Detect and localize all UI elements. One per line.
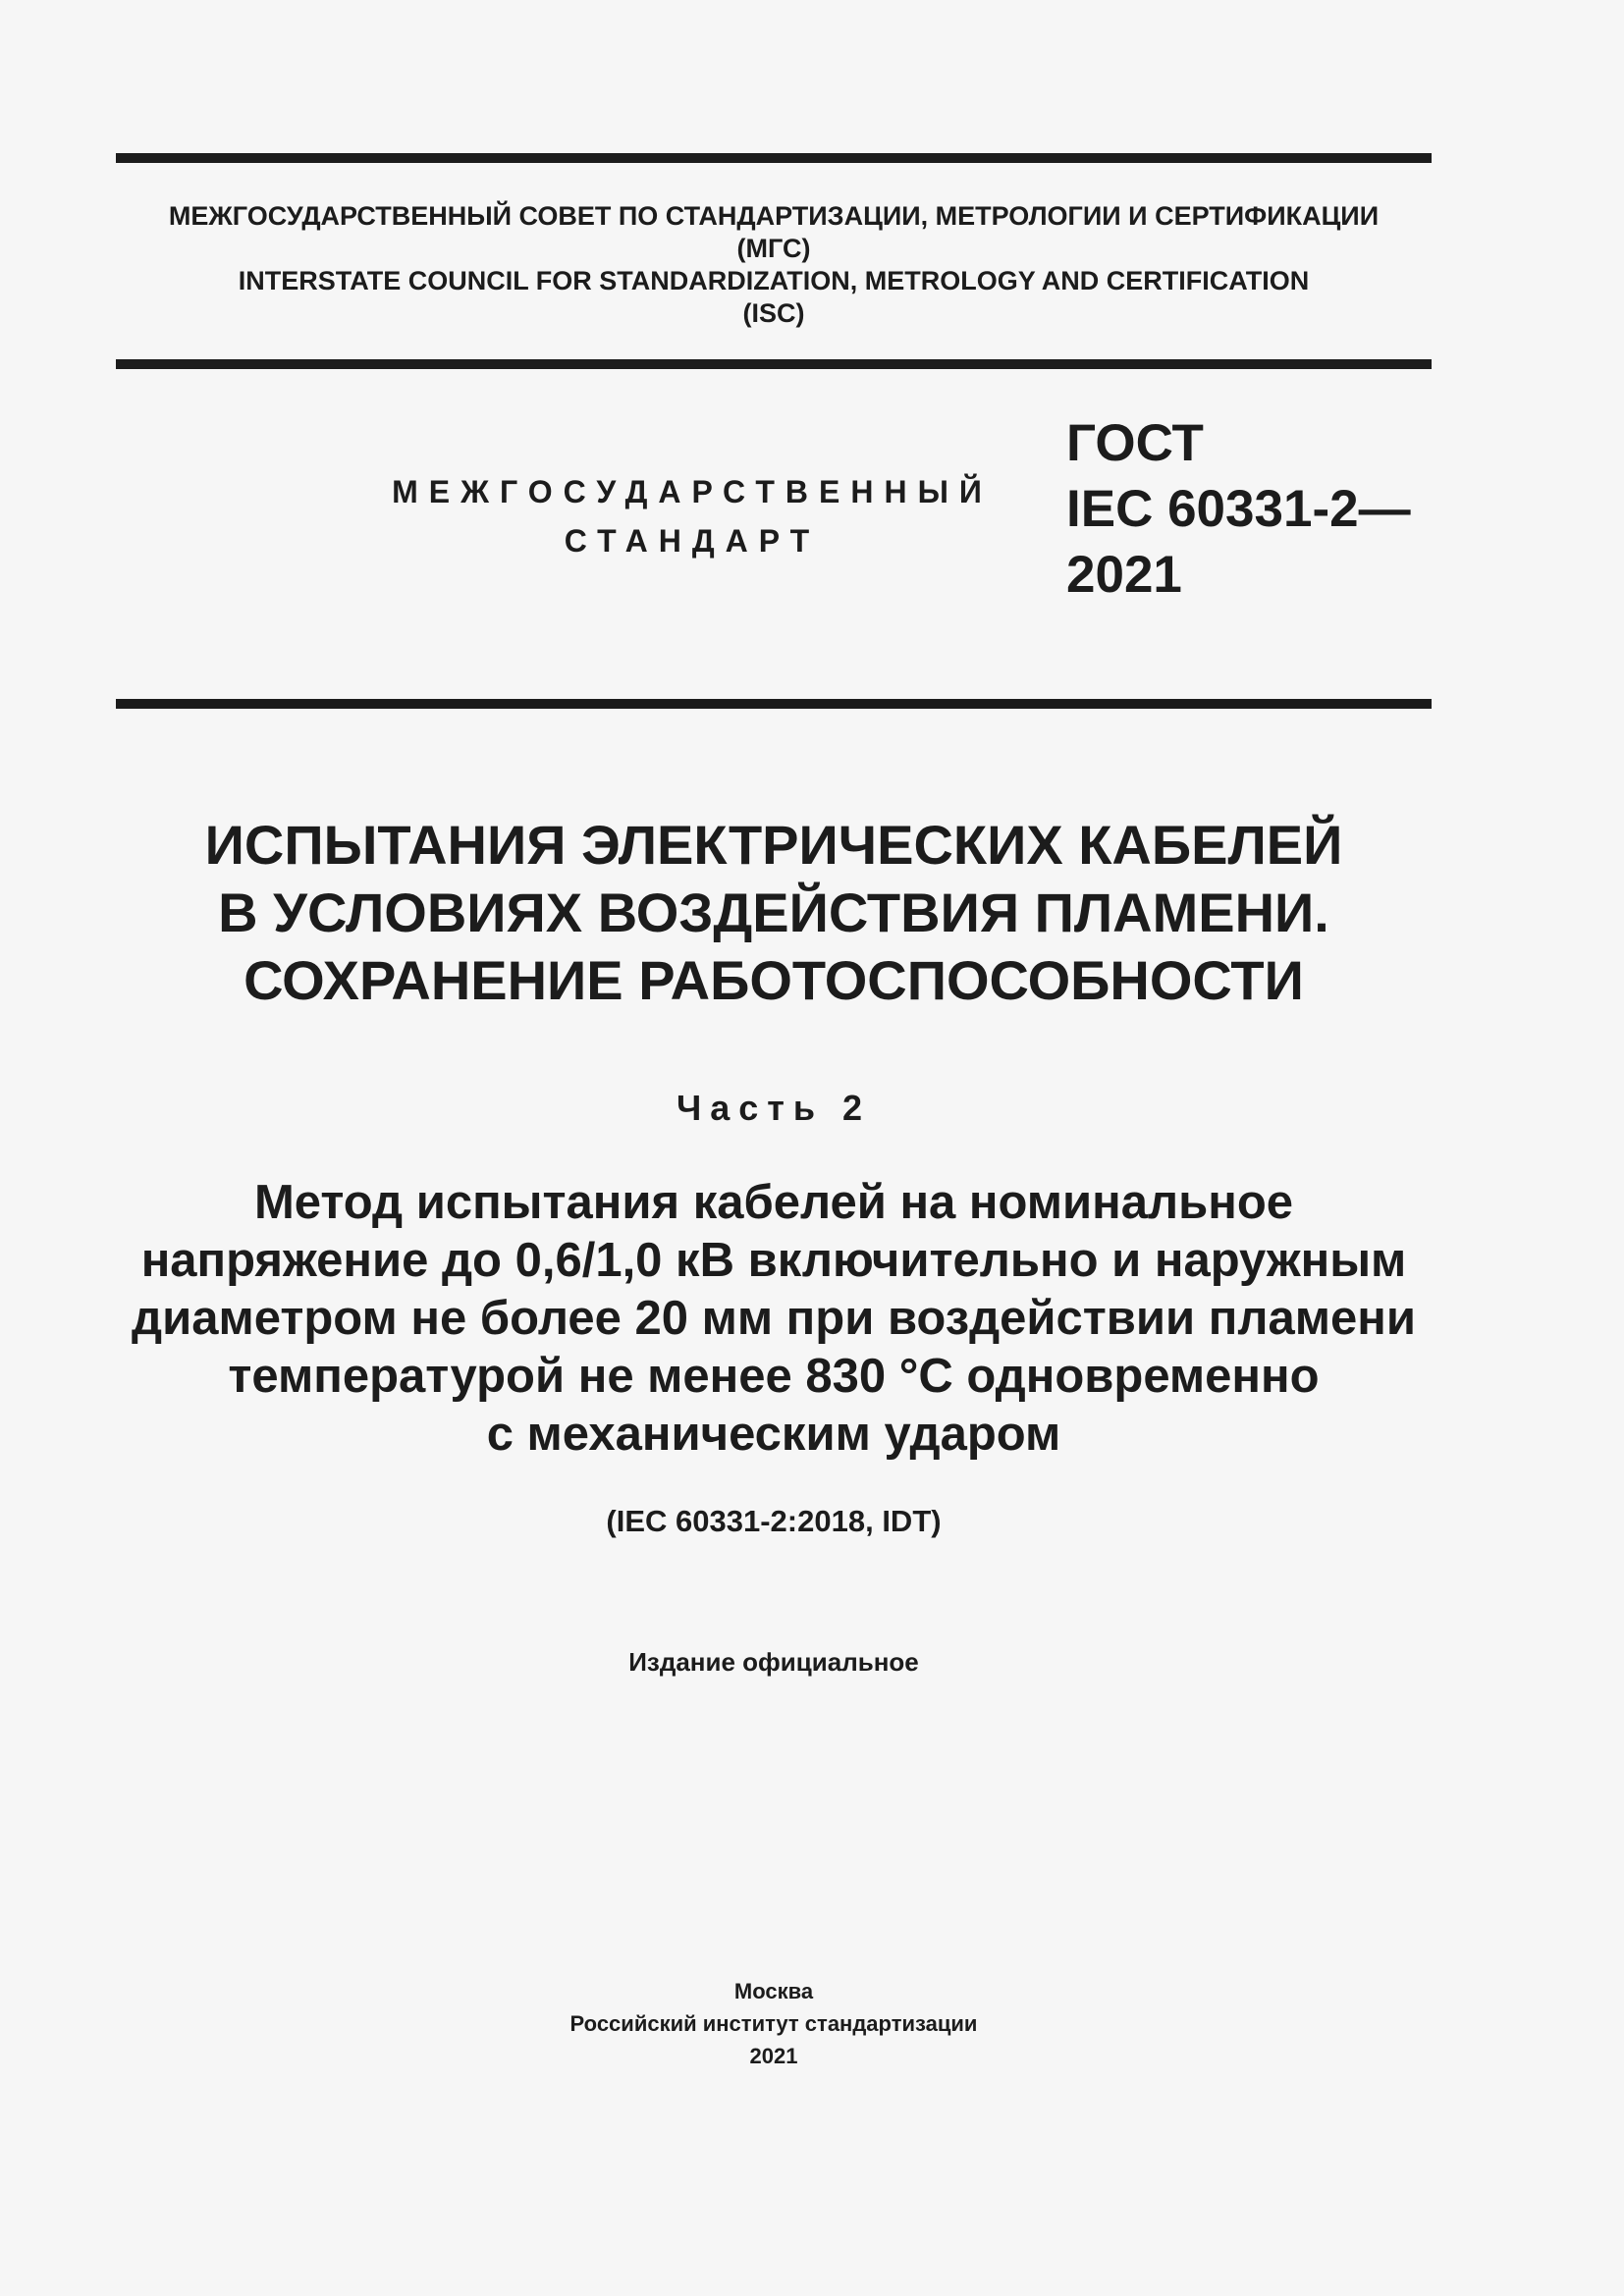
council-abbr-en: (ISC) xyxy=(742,298,805,328)
subtitle-line-2: напряжение до 0,6/1,0 кВ включительно и наружным xyxy=(140,1234,1407,1287)
council-name-ru: МЕЖГОСУДАРСТВЕННЫЙ СОВЕТ ПО СТАНДАРТИЗАЦИИ, МЕТРОЛОГИИ И СЕРТИФИКАЦИИ xyxy=(168,201,1380,231)
standard-designation xyxy=(1066,410,1411,608)
subtitle-line-1: Метод испытания кабелей на номинальное xyxy=(253,1176,1294,1229)
standard-type-label xyxy=(353,467,1031,565)
edition-note: Издание официальное xyxy=(628,1647,919,1677)
document-subtitle xyxy=(98,1174,1449,1464)
subtitle-line-4: температурой не менее 830 °С одновременно xyxy=(228,1350,1320,1403)
iec-reference: (IEC 60331-2:2018, IDT) xyxy=(606,1504,942,1538)
document-title xyxy=(116,811,1432,1014)
standard-type-line-2: СТАНДАРТ xyxy=(564,523,821,559)
council-header xyxy=(116,200,1432,330)
publisher-institute: Российский институт стандартизации xyxy=(569,2011,978,2036)
header-divider xyxy=(116,699,1432,709)
designation-line-2: IEC 60331-2— xyxy=(1066,480,1411,538)
subtitle-line-5: с механическим ударом xyxy=(486,1408,1061,1461)
designation-line-1: ГОСТ xyxy=(1066,414,1204,472)
standard-type-line-1: МЕЖГОСУДАРСТВЕННЫЙ xyxy=(392,474,993,509)
top-divider xyxy=(116,153,1432,163)
title-line-3: СОХРАНЕНИЕ РАБОТОСПОСОБНОСТИ xyxy=(244,949,1304,1011)
publisher-city: Москва xyxy=(733,1979,814,2003)
council-abbr-ru: (МГС) xyxy=(736,234,811,263)
title-line-1: ИСПЫТАНИЯ ЭЛЕКТРИЧЕСКИХ КАБЕЛЕЙ xyxy=(204,814,1343,876)
publication-year: 2021 xyxy=(749,2044,798,2068)
designation-line-3: 2021 xyxy=(1066,546,1182,604)
publisher-block xyxy=(116,1975,1432,2072)
council-name-en: INTERSTATE COUNCIL FOR STANDARDIZATION, METROLOGY AND CERTIFICATION xyxy=(238,266,1310,295)
part-number: Часть 2 xyxy=(676,1088,872,1128)
subtitle-line-3: диаметром не более 20 мм при воздействии пламени xyxy=(132,1292,1416,1345)
council-divider xyxy=(116,359,1432,369)
title-line-2: В УСЛОВИЯХ ВОЗДЕЙСТВИЯ ПЛАМЕНИ. xyxy=(218,881,1329,943)
